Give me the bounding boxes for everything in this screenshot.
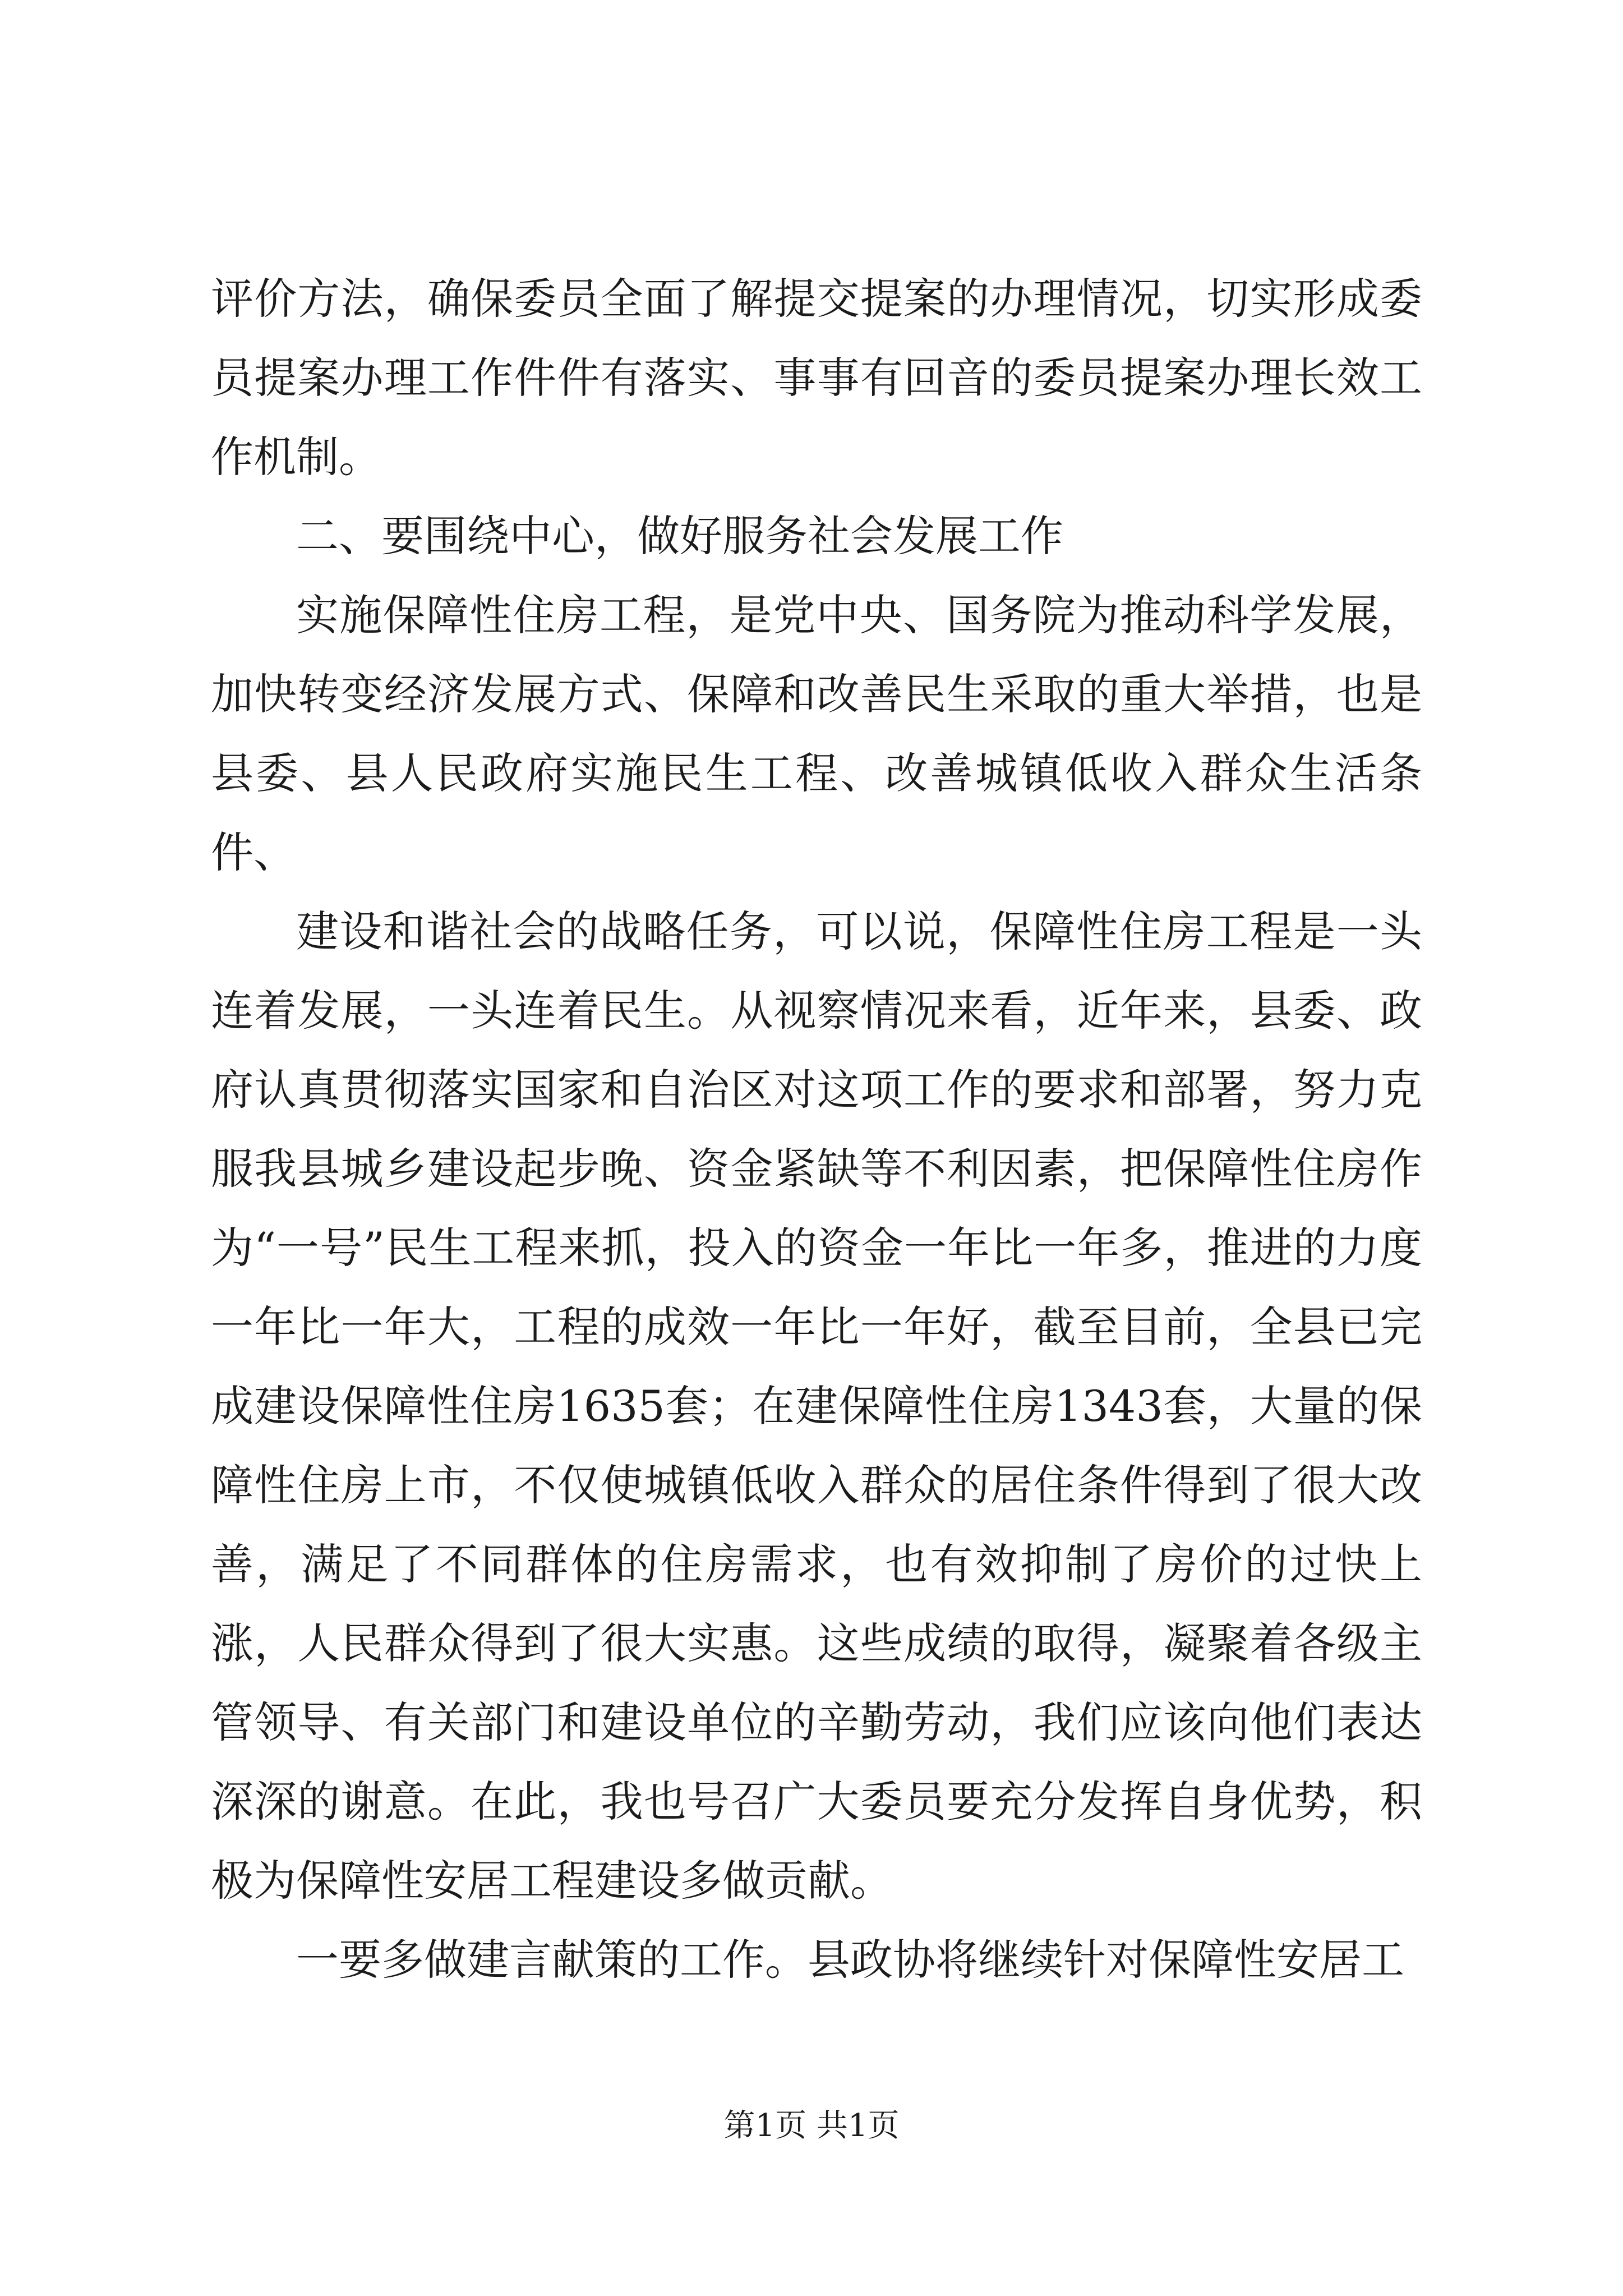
page-footer: 第1页 共1页	[723, 2108, 900, 2144]
paragraph-housing-intro: 实施保障性住房工程，是党中央、国务院为推动科学发展，加快转变经济发展方式、保障和改善民生采取的重大举措，也是县委、县人民政府实施民生工程、改善城镇低收入群众生活条件、	[211, 590, 1422, 877]
paragraph-advice: 一要多做建言献策的工作。县政协将继续针对保障性安居工	[296, 1935, 1404, 1985]
paragraph-proposal-mechanism: 评价方法，确保委员全面了解提交提案的办理情况，切实形成委员提案办理工作件件有落实、事事有回音的委员提案办理长效工作机制。	[211, 274, 1422, 482]
paragraph-housing-achievements: 建设和谐社会的战略任务，可以说，保障性住房工程是一头连着发展，一头连着民生。从视察情况来看，近年来，县委、政府认真贯彻落实国家和自治区对这项工作的要求和部署，努力克服我县城乡建设起步晚、资金紧缺等不利因素，把保障性住房作为“一号”民生工程来抓，投入的资金一年比一年多，推进的力度一年比一年大，工程的成效一年比一年好，截至目前，全县已完成建设保障性住房1635套；在建保障性住房1343套，大量的保障性住房上市，不仅使城镇低收入群众的居住条件得到了很大改善，满足了不同群体的住房需求，也有效抑制了房价的过快上涨，人民群众得到了很大实惠。这些成绩的取得，凝聚着各级主管领导、有关部门和建设单位的辛勤劳动，我们应该向他们表达深深的谢意。在此，我也号召广大委员要充分发挥自身优势，积极为保障性安居工程建设多做贡献。	[211, 907, 1422, 1906]
section-heading: 二、要围绕中心，做好服务社会发展工作	[296, 511, 1063, 561]
document-body	[211, 259, 1422, 1999]
